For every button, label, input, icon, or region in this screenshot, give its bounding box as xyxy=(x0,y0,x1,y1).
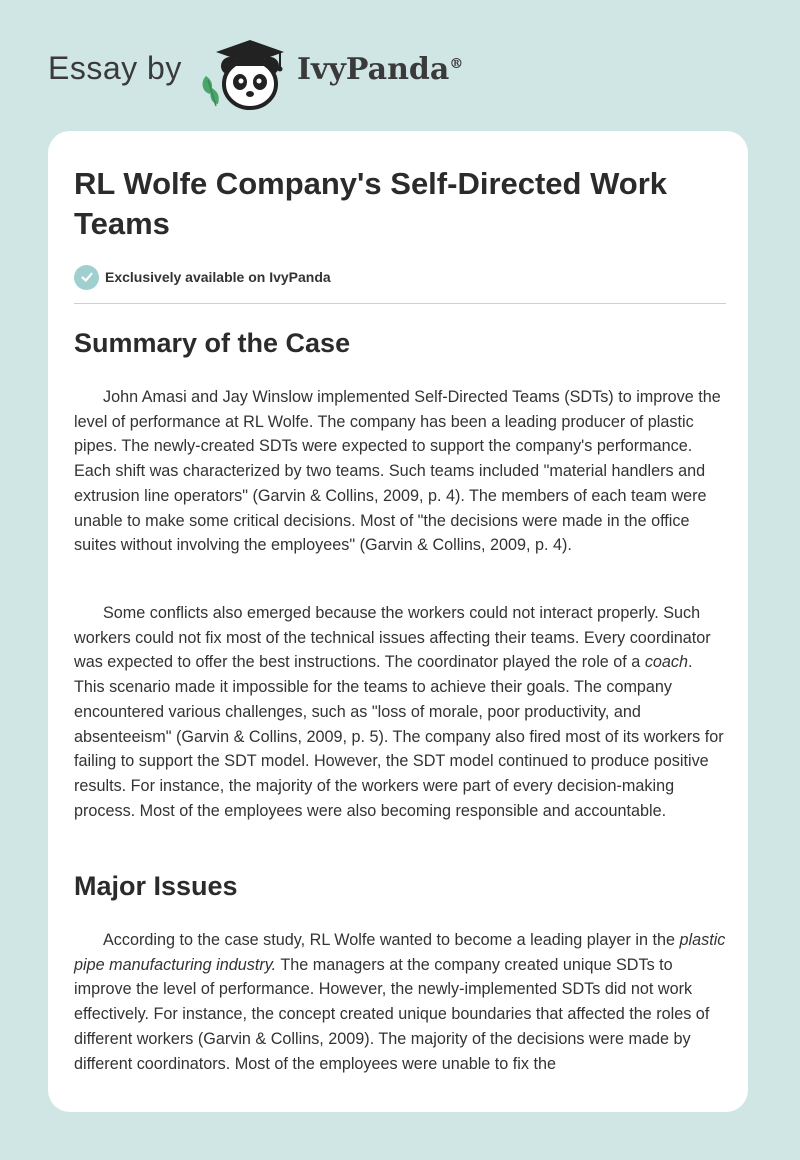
paragraph-emphasis: coach xyxy=(644,653,689,672)
paragraph: John Amasi and Jay Winslow implemented Self-Directed Teams (SDTs) to improve the level of performance at RL Wolfe. The company has been a leading producer of plastic pipes. The newly-created SDTs were expected to support the company's performance. Each shift was characterized by two teams. Such teams included "material handlers and extrusion line operators" (Garvin & Collins, 2009, p. 4). The members of each team were unable to make some critical decisions. Most of "the decisions were made in the office suites without involving the employees" (Garvin & Collins, 2009, p. 4). xyxy=(74,388,721,555)
essay-by-label: Essay by xyxy=(48,50,182,86)
registered-mark: ® xyxy=(449,56,464,72)
divider xyxy=(74,303,726,304)
paragraph-emphasis: plastic pipe manufacturing industry. xyxy=(74,931,726,974)
exclusive-badge xyxy=(74,264,331,290)
article-title: RL Wolfe Company's Self-Directed Work Teams xyxy=(74,166,668,241)
article-card xyxy=(48,131,748,1112)
exclusive-label: Exclusively available on IvyPanda xyxy=(105,269,331,285)
check-circle-icon xyxy=(74,265,99,290)
site-header xyxy=(0,0,800,130)
ivypanda-wordmark[interactable] xyxy=(297,52,463,87)
paragraph-text: The managers at the company created unique SDTs to improve the level of performance. However, the newly-implemented SDTs did not work effectively. For instance, the concept created unique boundaries that affected the roles of different workers (Garvin & Collins, 2009). The majority of the decisions were made by different coordinators. Most of the employees were unable to fix the xyxy=(74,955,710,1073)
paragraph-text: According to the case study, RL Wolfe wanted to become a leading player in the xyxy=(103,931,680,949)
paragraph-text: Some conflicts also emerged because the workers could not interact properly. Such workers could not fix most of the technical issues affecting their teams. Every coordinator was expected to offer the best instructions. The coordinator played the role of a xyxy=(74,604,711,672)
ivypanda-logo-icon[interactable] xyxy=(198,36,294,112)
paragraph xyxy=(74,928,726,1076)
paragraph-text: . This scenario made it impossible for the teams to achieve their goals. The company encountered various challenges, such as "loss of morale, poor productivity, and absenteeism" (Garvin & Collins, 2009, p. 5). The company also fired most of its workers for failing to support the SDT model. However, the SDT model continued to produce positive results. For instance, the majority of the workers were part of every decision-making process. Most of the employees were also becoming responsible and accountable. xyxy=(74,653,724,820)
brand-name: IvyPanda xyxy=(297,52,450,87)
section-heading-major-issues: Major Issues xyxy=(74,871,238,901)
paragraph xyxy=(74,601,726,823)
section-heading-summary: Summary of the Case xyxy=(74,328,351,358)
